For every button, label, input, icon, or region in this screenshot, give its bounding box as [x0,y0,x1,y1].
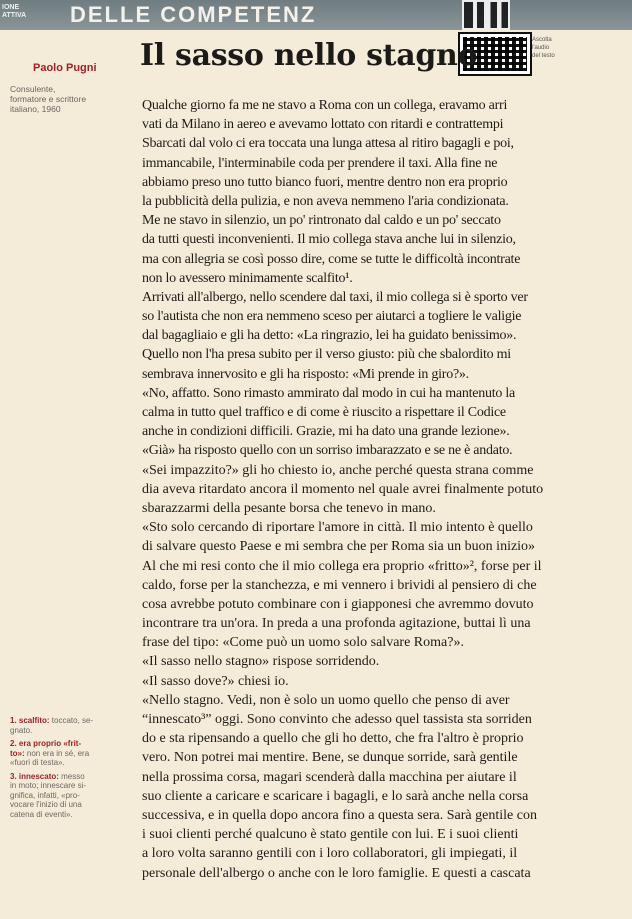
article-line: «Il sasso dove?» chiesi io. [142,673,289,689]
article-line: «Sto solo cercando di riportare l'amore in città. Il mio intento è quello [142,520,533,536]
article-line: i suoi clienti perché qualcuno è stato gentile con lui. E i suoi clienti [142,827,519,843]
article-line: anche in condizioni difficili. Grazie, mi ha dato una grande lezione». [142,424,510,440]
banner-bar [0,0,632,30]
article-line: abbiamo preso uno tutto bianco fuori, mentre dentro non era proprio [142,174,508,190]
article-line: so l'autista che non era nemmeno sceso per aiutarci a togliere le valigie [142,309,522,325]
article-line: suo cliente a caricare e scaricare i bagagli, e lo sarà anche nella corsa [142,788,529,804]
article-line: incontrare tra un'ora. In preda a una profonda agitazione, buttai lì una [142,616,531,632]
article-line: Qualche giorno fa me ne stavo a Roma con un collega, eravamo arri [142,98,508,113]
footnote-term: 3. innescato: [10,771,59,781]
footnote-text: toccato, se- gnato. [10,716,94,735]
footnote-term: 1. scalfito: [10,716,50,725]
article-line: frase del tipo: «Come può un uomo solo salvare Roma?». [142,635,464,651]
article-line: da tutti questi inconvenienti. Il mio collega stava anche lui in silenzio, [142,232,516,248]
article-line: Me ne stavo in silenzio, un po' rintronato dal caldo e un po' seccato [142,213,501,229]
article-line: a loro volta saranno gentili con i loro collaboratori, gli impiegati, il [142,846,518,862]
article-line: personale dell'albergo o anche con le loro famiglie. E questi a cascata [142,865,531,881]
article-line: Arrivati all'albergo, nello scendere dal taxi, il mio collega si è sporto ver [142,289,528,305]
article-line: dal bagagliaio e gli ha detto: «La ringrazio, lei ha guidato benissimo». [142,328,517,344]
author-name: Paolo Pugni [33,62,97,74]
banner-title: DELLE COMPETENZ [70,2,317,27]
qr-note: Ascolta l'audio del testo [532,37,555,59]
article-line: vati da Milano in aereo e avevamo lottato con ritardi e contrattempi [142,117,504,133]
article-line: «Già» ha risposto quello con un sorriso imbarazzato e se ne è andato. [142,443,513,459]
article-line: immancabile, l'interminabile coda per prendere il taxi. Alla fine ne [142,155,498,171]
footnote [10,772,135,820]
article-line: non lo avessero minimamente scalfito¹. [142,270,353,286]
article-line: dia aveva ritardato ancora il momento nel quale avrei finalmente potuto [142,481,544,497]
article-line: successiva, e in quella dopo ancora fino a questa sera. Sarà gentile con [142,807,537,823]
section-label: IONE ATTIVA [2,4,27,19]
article-line: sbarazzarmi della pesante borsa che tenevo in mano. [142,500,436,516]
footnote-text: non era in sé, era «fuori di testa». [10,748,90,767]
footnote-text: messo in moto; innescare si- gnifica, infatti, «pro- vocare l'inizio di una catena di eventi». [10,771,87,819]
article-line: sembrava innervosito e gli ha risposto: «Mi prende in giro?». [142,366,469,382]
footnote [10,739,135,768]
article-line: Quello non l'ha presa subito per il verso giusto: più che sbalordito mi [142,347,511,363]
article-body [142,96,627,919]
article-line: «Nello stagno. Vedi, non è solo un uomo quello che penso di aver [142,692,510,708]
author-role: Consulente, formatore e scrittore italiano, 1960 [10,84,87,114]
article-line: la pubblicità della pulizia, e non aveva nemmeno l'aria condizionata. [142,193,509,209]
article-line: «Il sasso nello stagno» rispose sorridendo. [142,654,380,670]
article-line: di salvare questo Paese e mi sembra che per Roma sia un buon inizio» [142,539,536,555]
article-line: «Sei impazzito?» gli ho chiesto io, anche perché questa strana comme [142,462,534,478]
article-line: nella prossima corsa, magari scenderà dalla macchina per aiutare il [142,769,517,785]
footnote-term: 2. era proprio «frit- to»: [10,739,82,758]
article-line: ma con allegria se così posso dire, come se tutte le difficoltà incontrate [142,251,521,267]
article-line: calma in tutto quel traffico e di come è riuscito a rispettare il Codice [142,405,506,420]
article-line: cosa avrebbe potuto combinare con i giapponesi che avremmo dovuto [142,596,534,612]
qr-code-top-icon [462,0,510,30]
article-line: Sbarcati dal volo ci era toccata una lunga attesa al ritiro bagagli e poi, [142,136,514,152]
footnote [10,716,135,735]
article-line: «No, affatto. Sono rimasto ammirato dal modo in cui ha mantenuto la [142,385,515,401]
page-title: Il sasso nello stagno [140,38,478,73]
article-line: caldo, forse per la stanchezza, e mi vennero i brividi al pensiero di che [142,577,537,593]
article-line: “innescato³” oggi. Sono convinto che adesso quel tassista sta sorriden [142,712,532,727]
article-line: Al che mi resi conto che il mio collega era proprio «fritto»², forse per il [142,558,542,574]
article-line: vero. Non potrei mai mentire. Bene, se dunque sorride, sarà gentile [142,750,518,766]
article-line: do e sta ripensando a quello che gli ho detto, che fra l'altro è proprio [142,731,524,747]
footnotes [10,716,135,823]
